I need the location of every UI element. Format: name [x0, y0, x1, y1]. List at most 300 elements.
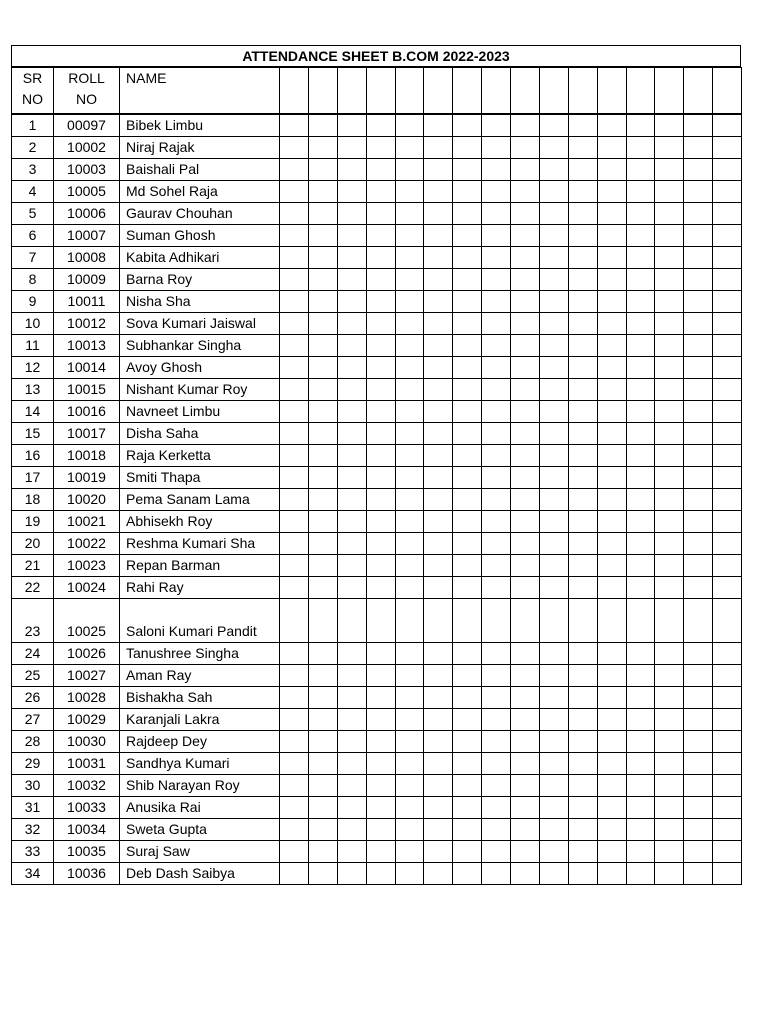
attendance-cell[interactable]	[597, 664, 626, 686]
attendance-cell[interactable]	[424, 312, 453, 334]
attendance-cell[interactable]	[482, 840, 511, 862]
attendance-cell[interactable]	[337, 114, 366, 137]
attendance-cell[interactable]	[684, 488, 713, 510]
attendance-cell[interactable]	[713, 818, 742, 840]
attendance-cell[interactable]	[597, 642, 626, 664]
attendance-cell[interactable]	[684, 202, 713, 224]
attendance-cell[interactable]	[308, 378, 337, 400]
attendance-cell[interactable]	[453, 598, 482, 642]
attendance-cell[interactable]	[453, 312, 482, 334]
attendance-cell[interactable]	[308, 510, 337, 532]
attendance-cell[interactable]	[337, 664, 366, 686]
attendance-cell[interactable]	[597, 158, 626, 180]
attendance-cell[interactable]	[539, 818, 568, 840]
attendance-cell[interactable]	[597, 444, 626, 466]
attendance-cell[interactable]	[511, 796, 540, 818]
attendance-cell[interactable]	[366, 202, 395, 224]
attendance-cell[interactable]	[511, 224, 540, 246]
attendance-cell[interactable]	[655, 334, 684, 356]
attendance-cell[interactable]	[395, 796, 424, 818]
attendance-cell[interactable]	[626, 730, 655, 752]
attendance-cell[interactable]	[597, 422, 626, 444]
attendance-cell[interactable]	[280, 180, 309, 202]
attendance-cell[interactable]	[395, 158, 424, 180]
attendance-cell[interactable]	[280, 224, 309, 246]
attendance-cell[interactable]	[308, 642, 337, 664]
attendance-cell[interactable]	[424, 202, 453, 224]
attendance-cell[interactable]	[308, 246, 337, 268]
attendance-cell[interactable]	[395, 114, 424, 137]
attendance-cell[interactable]	[337, 708, 366, 730]
attendance-cell[interactable]	[453, 224, 482, 246]
attendance-cell[interactable]	[684, 686, 713, 708]
attendance-cell[interactable]	[453, 400, 482, 422]
attendance-cell[interactable]	[713, 532, 742, 554]
attendance-cell[interactable]	[655, 488, 684, 510]
attendance-cell[interactable]	[684, 862, 713, 884]
attendance-cell[interactable]	[395, 290, 424, 312]
attendance-cell[interactable]	[424, 510, 453, 532]
attendance-cell[interactable]	[626, 224, 655, 246]
attendance-cell[interactable]	[684, 180, 713, 202]
attendance-cell[interactable]	[395, 180, 424, 202]
attendance-cell[interactable]	[655, 796, 684, 818]
attendance-cell[interactable]	[424, 400, 453, 422]
attendance-cell[interactable]	[597, 796, 626, 818]
attendance-cell[interactable]	[395, 400, 424, 422]
attendance-cell[interactable]	[626, 488, 655, 510]
attendance-cell[interactable]	[337, 422, 366, 444]
attendance-cell[interactable]	[626, 818, 655, 840]
attendance-cell[interactable]	[597, 334, 626, 356]
attendance-cell[interactable]	[568, 752, 597, 774]
attendance-cell[interactable]	[337, 576, 366, 598]
attendance-cell[interactable]	[366, 752, 395, 774]
attendance-cell[interactable]	[337, 796, 366, 818]
attendance-cell[interactable]	[482, 818, 511, 840]
attendance-cell[interactable]	[713, 862, 742, 884]
attendance-cell[interactable]	[395, 576, 424, 598]
attendance-cell[interactable]	[626, 400, 655, 422]
attendance-cell[interactable]	[395, 818, 424, 840]
attendance-cell[interactable]	[655, 444, 684, 466]
attendance-cell[interactable]	[424, 466, 453, 488]
attendance-cell[interactable]	[366, 862, 395, 884]
attendance-cell[interactable]	[597, 818, 626, 840]
attendance-cell[interactable]	[539, 796, 568, 818]
attendance-cell[interactable]	[568, 268, 597, 290]
attendance-cell[interactable]	[539, 378, 568, 400]
attendance-cell[interactable]	[626, 840, 655, 862]
attendance-cell[interactable]	[453, 730, 482, 752]
attendance-cell[interactable]	[482, 554, 511, 576]
attendance-cell[interactable]	[684, 136, 713, 158]
attendance-cell[interactable]	[395, 202, 424, 224]
attendance-cell[interactable]	[395, 466, 424, 488]
attendance-cell[interactable]	[366, 158, 395, 180]
attendance-cell[interactable]	[395, 488, 424, 510]
attendance-cell[interactable]	[280, 818, 309, 840]
attendance-cell[interactable]	[337, 158, 366, 180]
attendance-cell[interactable]	[655, 774, 684, 796]
attendance-cell[interactable]	[280, 730, 309, 752]
attendance-cell[interactable]	[395, 246, 424, 268]
attendance-cell[interactable]	[366, 664, 395, 686]
attendance-cell[interactable]	[655, 158, 684, 180]
attendance-cell[interactable]	[626, 334, 655, 356]
attendance-cell[interactable]	[655, 664, 684, 686]
attendance-cell[interactable]	[655, 422, 684, 444]
attendance-cell[interactable]	[626, 598, 655, 642]
attendance-cell[interactable]	[539, 444, 568, 466]
attendance-cell[interactable]	[684, 708, 713, 730]
attendance-cell[interactable]	[655, 202, 684, 224]
attendance-cell[interactable]	[626, 268, 655, 290]
attendance-cell[interactable]	[597, 268, 626, 290]
attendance-cell[interactable]	[713, 598, 742, 642]
attendance-cell[interactable]	[539, 554, 568, 576]
attendance-cell[interactable]	[337, 510, 366, 532]
attendance-cell[interactable]	[395, 422, 424, 444]
attendance-cell[interactable]	[713, 290, 742, 312]
attendance-cell[interactable]	[626, 136, 655, 158]
attendance-cell[interactable]	[713, 356, 742, 378]
attendance-cell[interactable]	[655, 818, 684, 840]
attendance-cell[interactable]	[453, 510, 482, 532]
attendance-cell[interactable]	[568, 488, 597, 510]
attendance-cell[interactable]	[482, 466, 511, 488]
attendance-cell[interactable]	[280, 136, 309, 158]
attendance-cell[interactable]	[511, 466, 540, 488]
attendance-cell[interactable]	[511, 576, 540, 598]
attendance-cell[interactable]	[308, 796, 337, 818]
attendance-cell[interactable]	[539, 576, 568, 598]
attendance-cell[interactable]	[626, 752, 655, 774]
attendance-cell[interactable]	[395, 862, 424, 884]
attendance-cell[interactable]	[308, 554, 337, 576]
attendance-cell[interactable]	[482, 686, 511, 708]
attendance-cell[interactable]	[308, 466, 337, 488]
attendance-cell[interactable]	[684, 576, 713, 598]
attendance-cell[interactable]	[424, 664, 453, 686]
attendance-cell[interactable]	[366, 114, 395, 137]
attendance-cell[interactable]	[568, 202, 597, 224]
attendance-cell[interactable]	[597, 686, 626, 708]
attendance-cell[interactable]	[337, 246, 366, 268]
attendance-cell[interactable]	[453, 466, 482, 488]
attendance-cell[interactable]	[568, 532, 597, 554]
attendance-cell[interactable]	[280, 444, 309, 466]
attendance-cell[interactable]	[511, 312, 540, 334]
attendance-cell[interactable]	[453, 334, 482, 356]
attendance-cell[interactable]	[713, 752, 742, 774]
attendance-cell[interactable]	[308, 268, 337, 290]
attendance-cell[interactable]	[655, 180, 684, 202]
attendance-cell[interactable]	[337, 202, 366, 224]
attendance-cell[interactable]	[308, 708, 337, 730]
attendance-cell[interactable]	[511, 862, 540, 884]
attendance-cell[interactable]	[482, 224, 511, 246]
attendance-cell[interactable]	[713, 400, 742, 422]
attendance-cell[interactable]	[424, 818, 453, 840]
attendance-cell[interactable]	[511, 774, 540, 796]
attendance-cell[interactable]	[713, 466, 742, 488]
attendance-cell[interactable]	[337, 356, 366, 378]
attendance-cell[interactable]	[568, 312, 597, 334]
attendance-cell[interactable]	[655, 136, 684, 158]
attendance-cell[interactable]	[511, 158, 540, 180]
attendance-cell[interactable]	[597, 598, 626, 642]
attendance-cell[interactable]	[568, 576, 597, 598]
attendance-cell[interactable]	[713, 554, 742, 576]
attendance-cell[interactable]	[626, 378, 655, 400]
attendance-cell[interactable]	[539, 862, 568, 884]
attendance-cell[interactable]	[684, 356, 713, 378]
attendance-cell[interactable]	[424, 686, 453, 708]
attendance-cell[interactable]	[511, 642, 540, 664]
attendance-cell[interactable]	[713, 180, 742, 202]
attendance-cell[interactable]	[453, 708, 482, 730]
attendance-cell[interactable]	[539, 268, 568, 290]
attendance-cell[interactable]	[568, 180, 597, 202]
attendance-cell[interactable]	[482, 400, 511, 422]
attendance-cell[interactable]	[366, 796, 395, 818]
attendance-cell[interactable]	[684, 730, 713, 752]
attendance-cell[interactable]	[655, 400, 684, 422]
attendance-cell[interactable]	[597, 378, 626, 400]
attendance-cell[interactable]	[337, 818, 366, 840]
attendance-cell[interactable]	[424, 840, 453, 862]
attendance-cell[interactable]	[626, 642, 655, 664]
attendance-cell[interactable]	[568, 642, 597, 664]
attendance-cell[interactable]	[395, 356, 424, 378]
attendance-cell[interactable]	[655, 708, 684, 730]
attendance-cell[interactable]	[308, 532, 337, 554]
attendance-cell[interactable]	[655, 862, 684, 884]
attendance-cell[interactable]	[626, 532, 655, 554]
attendance-cell[interactable]	[366, 400, 395, 422]
attendance-cell[interactable]	[366, 246, 395, 268]
attendance-cell[interactable]	[308, 158, 337, 180]
attendance-cell[interactable]	[626, 356, 655, 378]
attendance-cell[interactable]	[568, 818, 597, 840]
attendance-cell[interactable]	[713, 224, 742, 246]
attendance-cell[interactable]	[308, 202, 337, 224]
attendance-cell[interactable]	[511, 246, 540, 268]
attendance-cell[interactable]	[511, 708, 540, 730]
attendance-cell[interactable]	[713, 158, 742, 180]
attendance-cell[interactable]	[424, 224, 453, 246]
attendance-cell[interactable]	[511, 422, 540, 444]
attendance-cell[interactable]	[539, 334, 568, 356]
attendance-cell[interactable]	[308, 356, 337, 378]
attendance-cell[interactable]	[568, 334, 597, 356]
attendance-cell[interactable]	[280, 202, 309, 224]
attendance-cell[interactable]	[366, 708, 395, 730]
attendance-cell[interactable]	[568, 136, 597, 158]
attendance-cell[interactable]	[453, 136, 482, 158]
attendance-cell[interactable]	[511, 180, 540, 202]
attendance-cell[interactable]	[395, 554, 424, 576]
attendance-cell[interactable]	[482, 862, 511, 884]
attendance-cell[interactable]	[568, 664, 597, 686]
attendance-cell[interactable]	[482, 708, 511, 730]
attendance-cell[interactable]	[626, 664, 655, 686]
attendance-cell[interactable]	[424, 532, 453, 554]
attendance-cell[interactable]	[684, 774, 713, 796]
attendance-cell[interactable]	[511, 752, 540, 774]
attendance-cell[interactable]	[626, 686, 655, 708]
attendance-cell[interactable]	[308, 312, 337, 334]
attendance-cell[interactable]	[308, 114, 337, 137]
attendance-cell[interactable]	[511, 840, 540, 862]
attendance-cell[interactable]	[424, 598, 453, 642]
attendance-cell[interactable]	[539, 202, 568, 224]
attendance-cell[interactable]	[597, 488, 626, 510]
attendance-cell[interactable]	[453, 290, 482, 312]
attendance-cell[interactable]	[539, 312, 568, 334]
attendance-cell[interactable]	[684, 334, 713, 356]
attendance-cell[interactable]	[308, 664, 337, 686]
attendance-cell[interactable]	[482, 356, 511, 378]
attendance-cell[interactable]	[424, 334, 453, 356]
attendance-cell[interactable]	[366, 510, 395, 532]
attendance-cell[interactable]	[713, 708, 742, 730]
attendance-cell[interactable]	[568, 840, 597, 862]
attendance-cell[interactable]	[511, 202, 540, 224]
attendance-cell[interactable]	[453, 840, 482, 862]
attendance-cell[interactable]	[626, 158, 655, 180]
attendance-cell[interactable]	[424, 862, 453, 884]
attendance-cell[interactable]	[626, 554, 655, 576]
attendance-cell[interactable]	[597, 136, 626, 158]
attendance-cell[interactable]	[280, 488, 309, 510]
attendance-cell[interactable]	[424, 378, 453, 400]
attendance-cell[interactable]	[511, 356, 540, 378]
attendance-cell[interactable]	[308, 422, 337, 444]
attendance-cell[interactable]	[337, 642, 366, 664]
attendance-cell[interactable]	[626, 290, 655, 312]
attendance-cell[interactable]	[511, 136, 540, 158]
attendance-cell[interactable]	[424, 576, 453, 598]
attendance-cell[interactable]	[568, 796, 597, 818]
attendance-cell[interactable]	[539, 400, 568, 422]
attendance-cell[interactable]	[568, 444, 597, 466]
attendance-cell[interactable]	[395, 840, 424, 862]
attendance-cell[interactable]	[539, 180, 568, 202]
attendance-cell[interactable]	[511, 664, 540, 686]
attendance-cell[interactable]	[337, 180, 366, 202]
attendance-cell[interactable]	[395, 598, 424, 642]
attendance-cell[interactable]	[453, 422, 482, 444]
attendance-cell[interactable]	[684, 268, 713, 290]
attendance-cell[interactable]	[280, 114, 309, 137]
attendance-cell[interactable]	[713, 774, 742, 796]
attendance-cell[interactable]	[597, 246, 626, 268]
attendance-cell[interactable]	[655, 356, 684, 378]
attendance-cell[interactable]	[366, 180, 395, 202]
attendance-cell[interactable]	[424, 774, 453, 796]
attendance-cell[interactable]	[280, 378, 309, 400]
attendance-cell[interactable]	[684, 158, 713, 180]
attendance-cell[interactable]	[366, 642, 395, 664]
attendance-cell[interactable]	[684, 532, 713, 554]
attendance-cell[interactable]	[424, 730, 453, 752]
attendance-cell[interactable]	[511, 532, 540, 554]
attendance-cell[interactable]	[337, 466, 366, 488]
attendance-cell[interactable]	[337, 774, 366, 796]
attendance-cell[interactable]	[511, 488, 540, 510]
attendance-cell[interactable]	[684, 290, 713, 312]
attendance-cell[interactable]	[568, 510, 597, 532]
attendance-cell[interactable]	[308, 576, 337, 598]
attendance-cell[interactable]	[280, 400, 309, 422]
attendance-cell[interactable]	[337, 840, 366, 862]
attendance-cell[interactable]	[626, 180, 655, 202]
attendance-cell[interactable]	[626, 708, 655, 730]
attendance-cell[interactable]	[395, 334, 424, 356]
attendance-cell[interactable]	[395, 510, 424, 532]
attendance-cell[interactable]	[684, 840, 713, 862]
attendance-cell[interactable]	[366, 312, 395, 334]
attendance-cell[interactable]	[280, 664, 309, 686]
attendance-cell[interactable]	[366, 466, 395, 488]
attendance-cell[interactable]	[568, 554, 597, 576]
attendance-cell[interactable]	[597, 554, 626, 576]
attendance-cell[interactable]	[453, 532, 482, 554]
attendance-cell[interactable]	[539, 224, 568, 246]
attendance-cell[interactable]	[713, 510, 742, 532]
attendance-cell[interactable]	[539, 730, 568, 752]
attendance-cell[interactable]	[539, 774, 568, 796]
attendance-cell[interactable]	[424, 290, 453, 312]
attendance-cell[interactable]	[395, 136, 424, 158]
attendance-cell[interactable]	[280, 796, 309, 818]
attendance-cell[interactable]	[337, 554, 366, 576]
attendance-cell[interactable]	[280, 356, 309, 378]
attendance-cell[interactable]	[308, 598, 337, 642]
attendance-cell[interactable]	[482, 312, 511, 334]
attendance-cell[interactable]	[482, 532, 511, 554]
attendance-cell[interactable]	[511, 554, 540, 576]
attendance-cell[interactable]	[308, 180, 337, 202]
attendance-cell[interactable]	[453, 378, 482, 400]
attendance-cell[interactable]	[482, 774, 511, 796]
attendance-cell[interactable]	[482, 180, 511, 202]
attendance-cell[interactable]	[280, 752, 309, 774]
attendance-cell[interactable]	[453, 158, 482, 180]
attendance-cell[interactable]	[395, 444, 424, 466]
attendance-cell[interactable]	[539, 158, 568, 180]
attendance-cell[interactable]	[511, 730, 540, 752]
attendance-cell[interactable]	[337, 224, 366, 246]
attendance-cell[interactable]	[395, 378, 424, 400]
attendance-cell[interactable]	[453, 488, 482, 510]
attendance-cell[interactable]	[655, 290, 684, 312]
attendance-cell[interactable]	[482, 664, 511, 686]
attendance-cell[interactable]	[424, 246, 453, 268]
attendance-cell[interactable]	[539, 708, 568, 730]
attendance-cell[interactable]	[597, 312, 626, 334]
attendance-cell[interactable]	[280, 576, 309, 598]
attendance-cell[interactable]	[424, 268, 453, 290]
attendance-cell[interactable]	[280, 708, 309, 730]
attendance-cell[interactable]	[366, 532, 395, 554]
attendance-cell[interactable]	[713, 312, 742, 334]
attendance-cell[interactable]	[655, 554, 684, 576]
attendance-cell[interactable]	[597, 114, 626, 137]
attendance-cell[interactable]	[482, 268, 511, 290]
